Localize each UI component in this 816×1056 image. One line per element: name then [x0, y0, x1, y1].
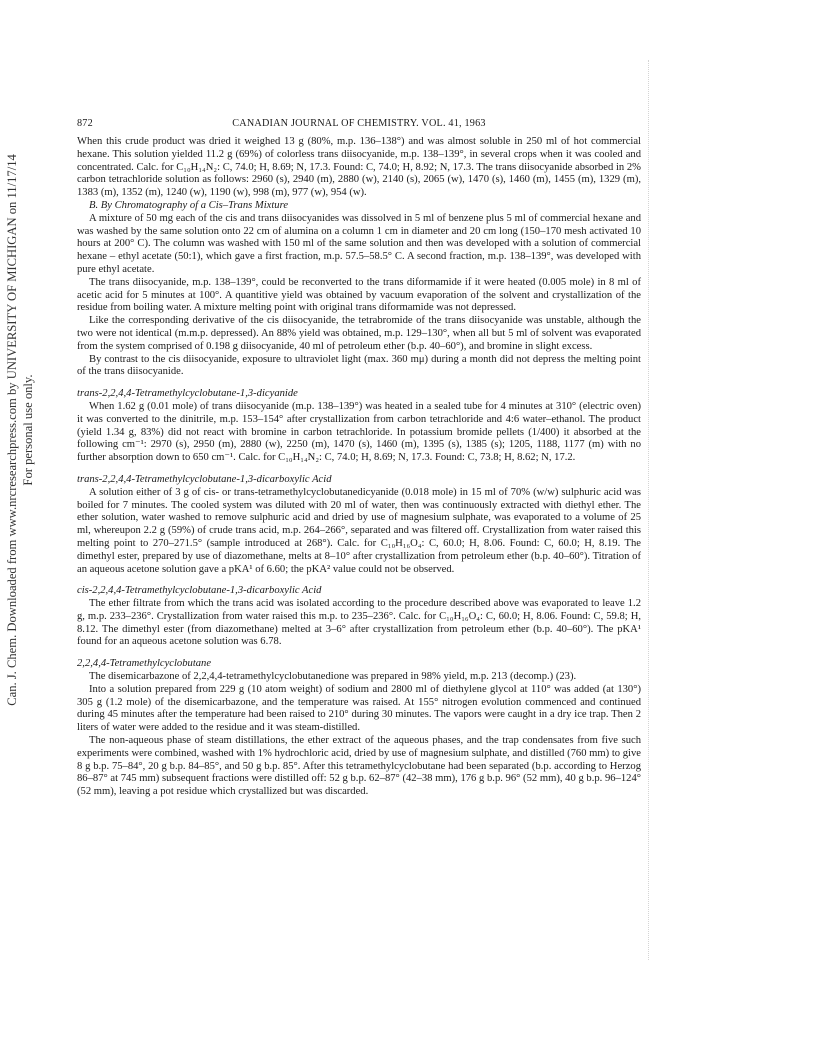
- paragraph-distillation: The non-aqueous phase of steam distillations, the ether extract of the aqueous phases, and the trap condensates from five such experiments were combined, washed with 1% hydrochloric acid, dried by use of magnesium sulphate, and distilled (760 mm) to give 8 g b.p. 75–84°, 20 g b.p. 84–85°, and 50 g b.p. 85°. After this tetramethylcyclobutane had been separated (b.p. according to Herzog 86–87° at 745 mm) subsequent fractions were distilled off: 52 g b.p. 62–87° (42–38 mm), 176 g b.p. 96° (52 mm), 40 g b.p. 96–124° (52 mm), leaving a pot residue which crystallized but was discarded.: [77, 735, 641, 798]
- paragraph-crude-product: When this crude product was dried it weighed 13 g (80%, m.p. 136–138°) and was almost soluble in 250 ml of hot commercial hexane. This solution yielded 11.2 g (69%) of colorless trans diisocyanide, m.p. 138–139°, in several crops when it was cooled and concentrated. Calc. for C₁₀H₁₄N₂: C, 74.0; H, 8.69; N, 17.3. Found: C, 74.0; H, 8.92; N, 17.3. The trans diisocyanide absorbed in 2% carbon tetrachloride solution as follows: 2960 (s), 2940 (m), 2880 (w), 2140 (s), 2065 (w), 1470 (s), 1460 (m), 1455 (m), 1329 (m), 1383 (m), 1352 (m), 1240 (w), 1190 (w), 998 (m), 977 (w), 954 (w).: [77, 136, 641, 199]
- page-header: [77, 118, 641, 132]
- journal-page: [77, 118, 641, 799]
- watermark-line-1: Can. J. Chem. Downloaded from www.nrcresearchpress.com by UNIVERSITY OF MICHIGAN on 11/17/14: [5, 154, 19, 706]
- paragraph-cis-acid: The ether filtrate from which the trans acid was isolated according to the procedure described above was evaporated to leave 1.2 g, m.p. 233–236°. Crystallization from water raised this m.p. to 235–236°. Calc. for C₁₀H₁₆O₄: C, 60.0; H, 8.06. Found: C, 59.8; H, 8.12. The dimethyl ester (from diazomethane) melted at 3–6° after crystallization from petroleum ether (b.p. 40–60°). The pKA¹ found for an aqueous acetone solution was 6.78.: [77, 598, 641, 648]
- paragraph-mixture: A mixture of 50 mg each of the cis and trans diisocyanides was dissolved in 5 ml of benzene plus 5 ml of commercial hexane and was washed by the same solution onto 22 cm of alumina on a column 1 cm in diameter and 20 cm long (150–170 mesh activated 10 hours at 200° C). The column was washed with 150 ml of the same solution and then was developed with a solution of commercial hexane – ethyl acetate (50:1), which gave a first fraction, m.p. 57.5–58.5° C. A second fraction, m.p. 138–139°, was developed with pure ethyl acetate.: [77, 212, 641, 275]
- paragraph-ultraviolet: By contrast to the cis diisocyanide, exposure to ultraviolet light (max. 360 mμ) during a month did not depress the melting point of the trans diisocyanide.: [77, 353, 641, 378]
- page-number: 872: [77, 118, 93, 129]
- download-watermark: [4, 150, 40, 710]
- section-title-cis-acid: cis-2,2,4,4-Tetramethylcyclobutane-1,3-dicarboxylic Acid: [77, 585, 322, 597]
- running-head: CANADIAN JOURNAL OF CHEMISTRY. VOL. 41, 1963: [232, 118, 486, 129]
- section-title-dicyanide: trans-2,2,4,4-Tetramethylcyclobutane-1,3-dicyanide: [77, 388, 298, 400]
- paragraph-dicyanide: When 1.62 g (0.01 mole) of trans diisocyanide (m.p. 138–139°) was heated in a sealed tube for 4 minutes at 310° (electric oven) it was converted to the dinitrile, m.p. 153–154° after crystallization from carbon tetrachloride and 4:6 water–ethanol. The product (yield 1.34 g, 83%) did not react with bromine in carbon tetrachloride. In potassium bromide pellets (1/400) it absorbed at the following cm⁻¹: 2970 (s), 2950 (m), 2880 (w), 2250 (m), 1470 (s), 1460 (m), 1395 (s), 1385 (s); 1205, 1188, 1177 (m) with no further absorption down to 650 cm⁻¹. Calc. for C₁₀H₁₄N₂: C, 74.0; H, 8.69; N, 17.3. Found: C, 73.8; H, 8.62; N, 17.2.: [77, 400, 641, 464]
- paragraph-disemicarbazone: The disemicarbazone of 2,2,4,4-tetramethylcyclobutanedione was prepared in 98% yield, m.p. 213 (decomp.) (23).: [89, 671, 577, 683]
- section-title-tetramethylcyclobutane: 2,2,4,4-Tetramethylcyclobutane: [77, 658, 212, 670]
- margin-scan-marks: [648, 60, 657, 960]
- paragraph-trans-acid: A solution either of 3 g of cis- or trans-tetramethylcyclobutanedicyanide (0.018 mole) in 15 ml of 70% (w/w) sulphuric acid was boiled for 7 minutes. The cooled system was diluted with 20 ml of water, then was continuously extracted with diethyl ether. The ether solution, water washed to remove sulphuric acid and dried by use of magnesium sulphate, was evaporated to a volume of 25 ml, whereupon 2.2 g (59%) of crude trans acid, m.p. 264–266°, separated and was filtered off. Crystallization from water raised this melting point to 270–271.5° (sample introduced at 268°). Calc. for C₁₀H₁₆O₄: C, 60.0; H, 8.06. Found: C, 60.0; H, 8.19. The dimethyl ester, prepared by use of diazomethane, melts at 8–10° after crystallization from petroleum ether (b.p. 40–60°). Titration of an aqueous acetone solution gave a pKA¹ of 6.60; the pKA² value could not be observed.: [77, 486, 641, 575]
- paragraph-reconversion: The trans diisocyanide, m.p. 138–139°, could be reconverted to the trans diformamide if it were heated (0.005 mole) in 8 ml of acetic acid for 5 minutes at 100°. A quantitive yield was obtained by vacuum evaporation of the solvent and crystallization of the residue from boiling water. A mixture melting point with original trans diformamide was not depressed.: [77, 276, 641, 314]
- paragraph-sodium-solution: Into a solution prepared from 229 g (10 atom weight) of sodium and 2800 ml of diethylene glycol at 110° was added (at 130°) 305 g (1.2 mole) of the disemicarbazone, and the temperature was raised. At 155° nitrogen evolution commenced and continued during 45 minutes after the temperature had been raised to 210° during 30 minutes. The vapors were caught in a dry ice trap. Then 2 liters of water were added to the residue and it was steam-distilled.: [77, 683, 641, 734]
- paragraph-tetrabromide: Like the corresponding derivative of the cis diisocyanide, the tetrabromide of the trans diisocyanide was unstable, although the two were not identical (m.m.p. depressed). An 88% yield was obtained, m.p. 129–130°, when all but 5 ml of solvent was evaporated from the system comprised of 0.198 g diisocyanide, 40 ml of petroleum ether (b.p. 40–60°), and bromine in slight excess.: [77, 315, 641, 352]
- watermark-line-2: For personal use only.: [21, 374, 35, 486]
- subhead-chromatography: B. By Chromatography of a Cis–Trans Mixture: [89, 199, 289, 211]
- section-title-trans-acid: trans-2,2,4,4-Tetramethylcyclobutane-1,3-dicarboxylic Acid: [77, 473, 332, 485]
